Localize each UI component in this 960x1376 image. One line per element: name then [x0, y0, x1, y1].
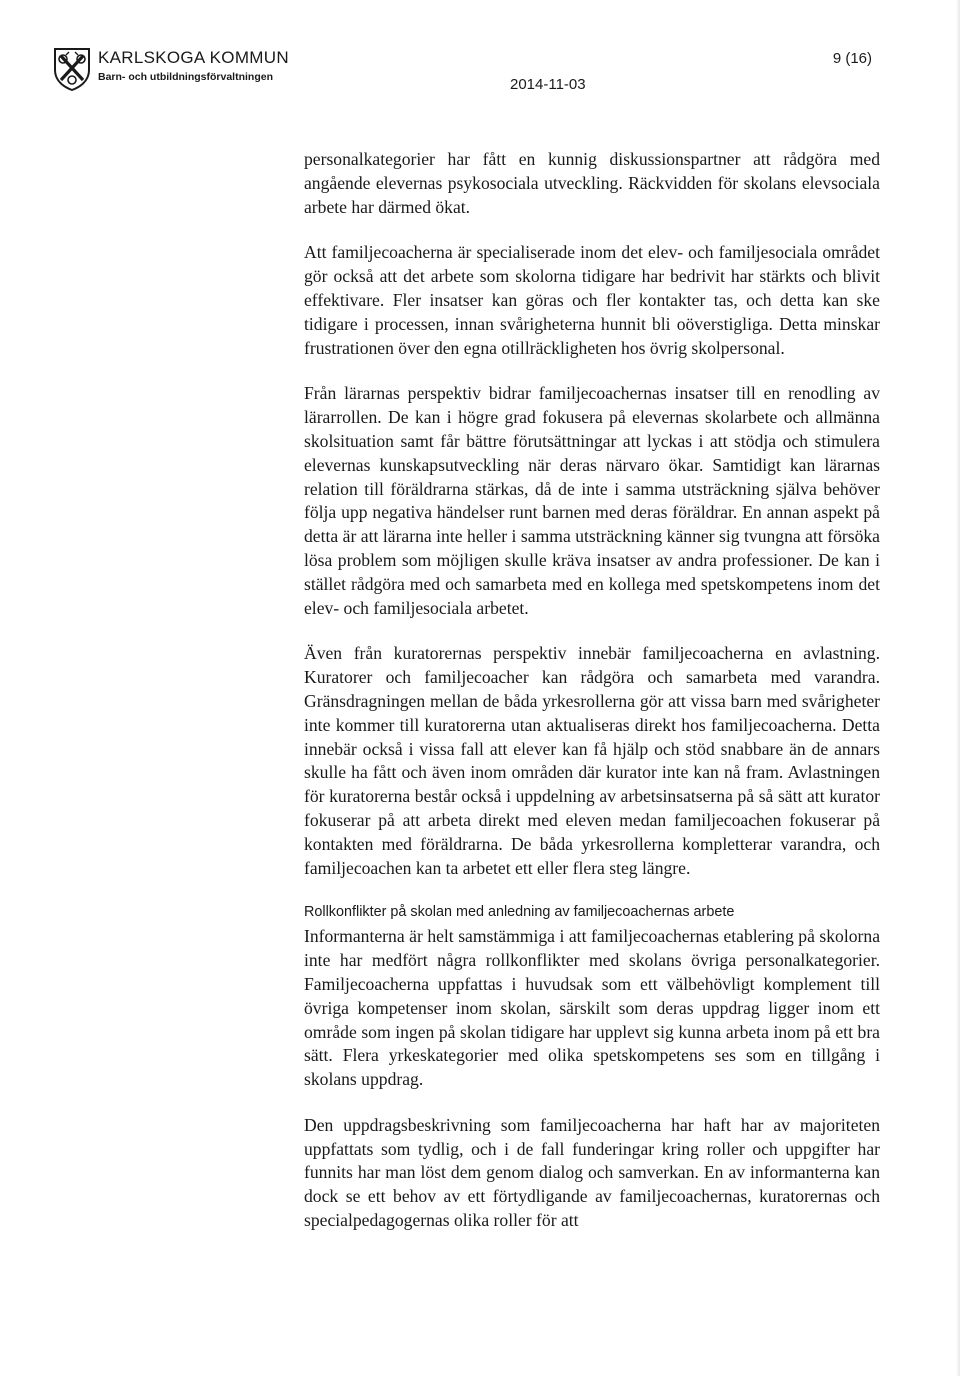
body-paragraph: Från lärarnas perspektiv bidrar familjecoachernas insatser till en renodling av lärarrollen. De kan i högre grad fokusera på elevernas skolarbete och allmänna skolsituation samt får bättre förutsättningar att lyckas i att stödja och stimulera elevernas kunskapsutveckling när deras närvaro ökar. Samtidigt kan lärarnas relation till föräldrarna stärkas, då de inte i samma utsträckning själva behöver följa upp negativa händelser runt barnen med deras föräldrar. En annan aspekt på detta är att lärarna inte heller i samma utsträckning känner sig tvungna att försöka lösa problem som möjligen skulle kräva insatser av andra professioner. De kan i stället rådgöra med och samarbeta med en kollega med spetskompetens inom det elev- och familjesociala arbetet.: [304, 383, 880, 618]
body-paragraph: Även från kuratorernas perspektiv innebär familjecoacherna en avlastning. Kuratorer och familjecoacher kan rådgöra och samarbeta med varandra. Gränsdragningen mellan de båda yrkesrollerna gör att vissa barn med svårigheter inte kommer till kuratorerna utan aktualiseras direkt hos familjecoacherna. Detta innebär också i vissa fall att elever kan få hjälp och stöd snabbare än de annars skulle ha fått och även inom områden där kurator inte kan nå fram. Avlastningen för kuratorerna består också i uppdelning av arbetsinsatserna på så sätt att kurator fokuserar på att arbeta direkt med eleven medan familjecoachen fokuserar på kontakten med föräldrarna. De båda yrkesrollerna kompletterar varandra, och familjecoachen kan ta arbetet ett eller flera steg längre.: [304, 643, 880, 878]
body-paragraph: Den uppdragsbeskrivning som familjecoacherna har haft har av majoriteten uppfattats som tydlig, och i de fall funderingar kring roller och uppgifter har funnits har man löst dem genom dialog och samverkan. En av informanterna kan dock se ett behov av ett förtydligande av familjecoachernas, kuratorernas och specialpedagogernas olika roller för att: [304, 1114, 880, 1231]
section-heading: Rollkonflikter på skolan med anledning av familjecoachernas arbete: [304, 904, 735, 921]
body-paragraph: Informanterna är helt samstämmiga i att familjecoachernas etablering på skolorna inte har medfört några rollkonflikter med skolans övriga personalkategorier. Familjecoacherna uppfattas i huvudsak som ett välbehövligt komplement till övriga kompetenser inom skolan, särskilt som deras uppdrag ligger inom ett område som ingen på skolan tidigare har upplevt sig kunna arbeta inom på ett bra sätt. Flera yrkeskategorier med olika spetskompetens ses som en tillgång i skolans uppdrag.: [304, 926, 880, 1090]
document-date: 2014-11-03: [510, 76, 586, 93]
page-header: [52, 44, 872, 100]
scan-edge-shadow: [956, 0, 960, 1376]
document-body: [304, 148, 880, 1255]
body-paragraph: personalkategorier har fått en kunnig diskussionspartner att rådgöra med angående elevernas psykosociala utveckling. Räckvidden för skolans elevsociala arbete har därmed ökat.: [304, 149, 880, 217]
department-name: Barn- och utbildningsförvaltningen: [98, 71, 273, 83]
organization-name: KARLSKOGA KOMMUN: [98, 48, 289, 67]
karlskoga-coat-of-arms-icon: [52, 46, 92, 92]
page-number: 9 (16): [832, 50, 872, 67]
body-paragraph: Att familjecoacherna är specialiserade inom det elev- och familjesociala området gör också att det arbete som skolorna tidigare har bedrivit har stärkts och blivit effektivare. Fler insatser kan göras och fler kontakter tas, och detta kan ske tidigare i processen, innan svårigheterna hunnit bli oöverstigliga. Detta minskar frustrationen över den egna otillräckligheten hos övrig skolpersonal.: [304, 242, 880, 358]
